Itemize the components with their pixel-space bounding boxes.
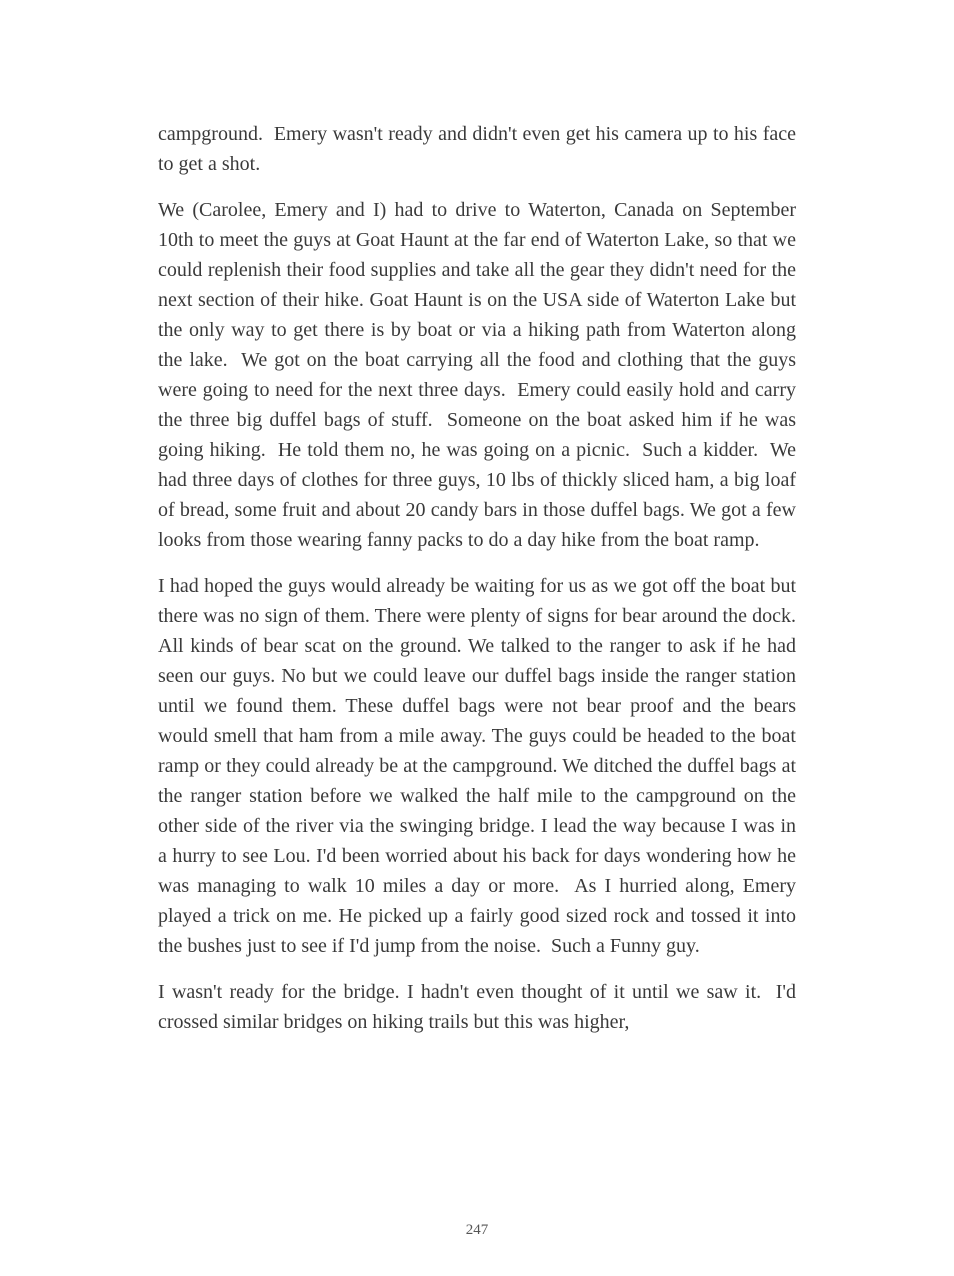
paragraph-2: We (Carolee, Emery and I) had to drive to Waterton, Canada on September 10th to meet the guys at Goat Haunt at the far end of Waterton Lake, so that we could replenish their food supplies and take all the gear they didn't need for the next section of their hike. Goat Haunt is on the USA side of Waterton Lake but the only way to get there is by boat or via a hiking path from Waterton along the lake. We got on the boat carrying all the food and clothing that the guys were going to need for the next three days. Emery could easily hold and carry the three big duffel bags of stuff. Someone on the boat asked him if he was going hiking. He told them no, he was going on a picnic. Such a kidder. We had three days of clothes for three guys, 10 lbs of thickly sliced ham, a big loaf of bread, some fruit and about 20 candy bars in those duffel bags. We got a few looks from those wearing fanny packs to do a day hike from the boat ramp.	[158, 199, 801, 551]
paragraph-3: I had hoped the guys would already be waiting for us as we got off the boat but there was no sign of them. There were plenty of signs for bear around the dock. All kinds of bear scat on the ground. We talked to the ranger to ask if he had seen our guys. No but we could leave our duffel bags inside the ranger station until we found them. These duffel bags were not bear proof and the bears would smell that ham from a mile away. The guys could be headed to the boat ramp or they could already be at the campground. We ditched the duffel bags at the ranger station before we walked the half mile to the campground on the other side of the river via the swinging bridge. I lead the way because I was in a hurry to see Lou. I'd been worried about his back for days wondering how he was managing to walk 10 miles a day or more. As I hurried along, Emery played a trick on me. He picked up a fairly good sized rock and tossed it into the bushes just to see if I'd jump from the noise. Such a Funny guy.	[158, 575, 806, 957]
paragraph-1: campground. Emery wasn't ready and didn't even get his camera up to his face to get a shot.	[158, 123, 801, 175]
page-number: 247	[465, 1222, 489, 1238]
body-text	[158, 119, 806, 1053]
paragraph-4: I wasn't ready for the bridge. I hadn't even thought of it until we saw it. I'd crossed similar bridges on hiking trails but this was higher,	[158, 981, 801, 1033]
